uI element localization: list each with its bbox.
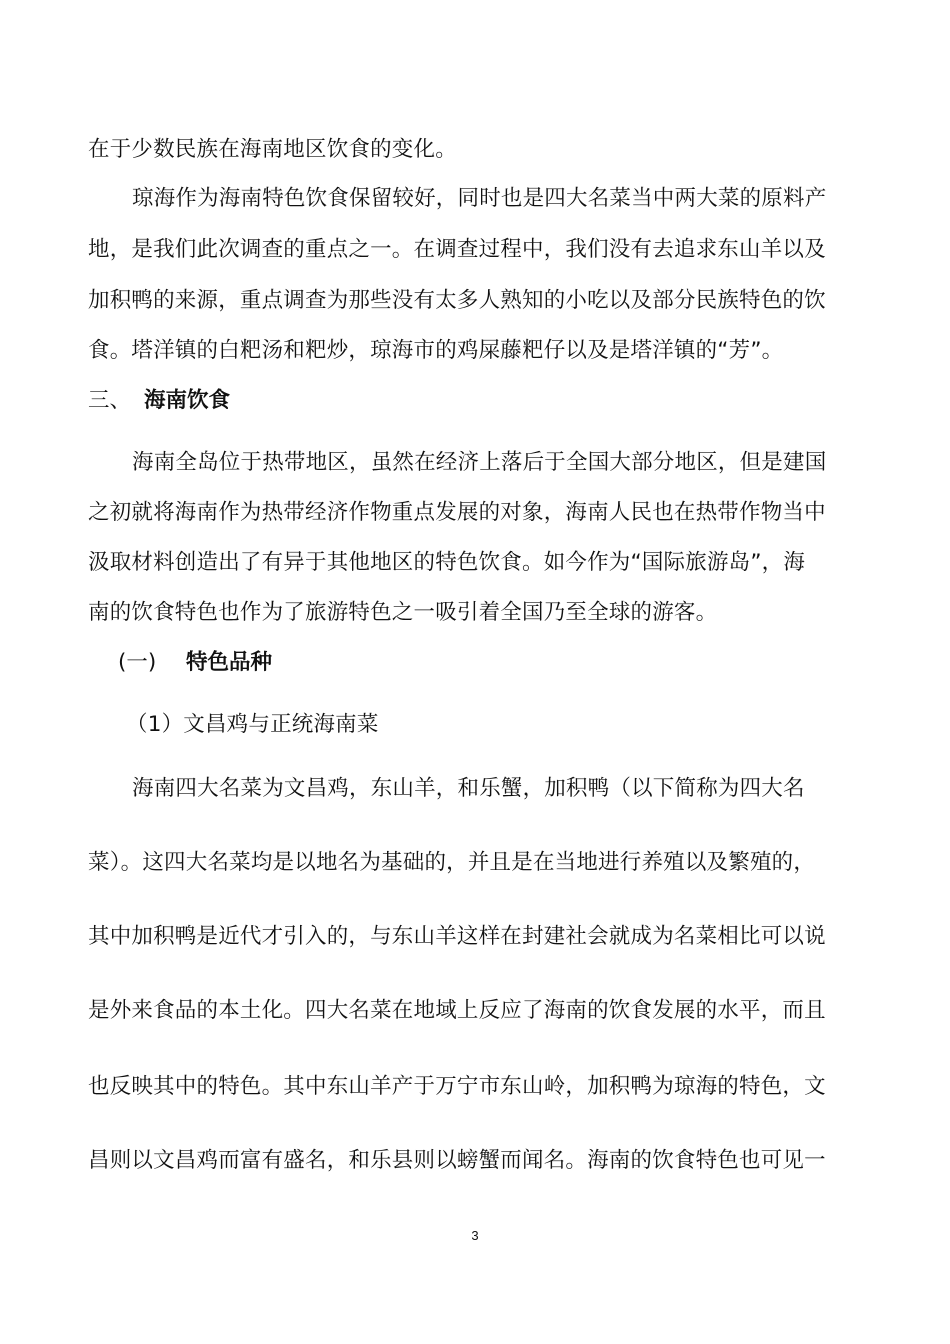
section-heading [88,386,131,416]
paragraph-line: 食。塔洋镇的白粑汤和粑炒，琼海市的鸡屎藤粑仔以及是塔洋镇的“芳”。 [88,338,784,363]
paragraph-line: 在于少数民族在海南地区饮食的变化。 [88,137,457,162]
paragraph-line: 其中加积鸭是近代才引入的，与东山羊这样在封建社会就成为名菜相比可以说 [88,924,826,949]
paragraph-line: 地，是我们此次调查的重点之一。在调查过程中，我们没有去追求东山羊以及 [88,237,826,262]
paragraph-line: 之初就将海南作为热带经济作物重点发展的对象，海南人民也在热带作物当中 [88,500,826,525]
subsection-number: (一) [118,650,157,675]
paragraph-line: 菜）。这四大名菜均是以地名为基础的，并且是在当地进行养殖以及繁殖的， [88,850,816,875]
paragraph-line: 昌则以文昌鸡而富有盛名，和乐县则以螃蟹而闻名。海南的饮食特色也可见一 [88,1148,826,1173]
paragraph-line: 汲取材料创造出了有异于其他地区的特色饮食。如今作为“国际旅游岛”，海 [88,550,806,575]
subsection-heading [118,648,156,678]
section-number: 三、 [88,388,132,413]
paragraph-line: 海南四大名菜为文昌鸡，东山羊，和乐蟹，加积鸭（以下简称为四大名 [132,776,805,801]
paragraph-line: 琼海作为海南特色饮食保留较好，同时也是四大名菜当中两大菜的原料产 [132,186,827,211]
paragraph-line: 也反映其中的特色。其中东山羊产于万宁市东山岭，加积鸭为琼海的特色，文 [88,1074,826,1099]
paragraph-line: 是外来食品的本土化。四大名菜在地域上反应了海南的饮食发展的水平，而且 [88,998,826,1023]
page-number: 3 [471,1228,479,1243]
paragraph-line: 加积鸭的来源，重点调查为那些没有太多人熟知的小吃以及部分民族特色的饮 [88,288,826,313]
item-heading: （1）文昌鸡与正统海南菜 [126,712,379,737]
paragraph-line: 南的饮食特色也作为了旅游特色之一吸引着全国乃至全球的游客。 [88,600,718,625]
subsection-title: 特色品种 [186,650,273,675]
paragraph-line: 海南全岛位于热带地区，虽然在经济上落后于全国大部分地区，但是建国 [132,450,827,475]
section-title: 海南饮食 [144,388,231,413]
